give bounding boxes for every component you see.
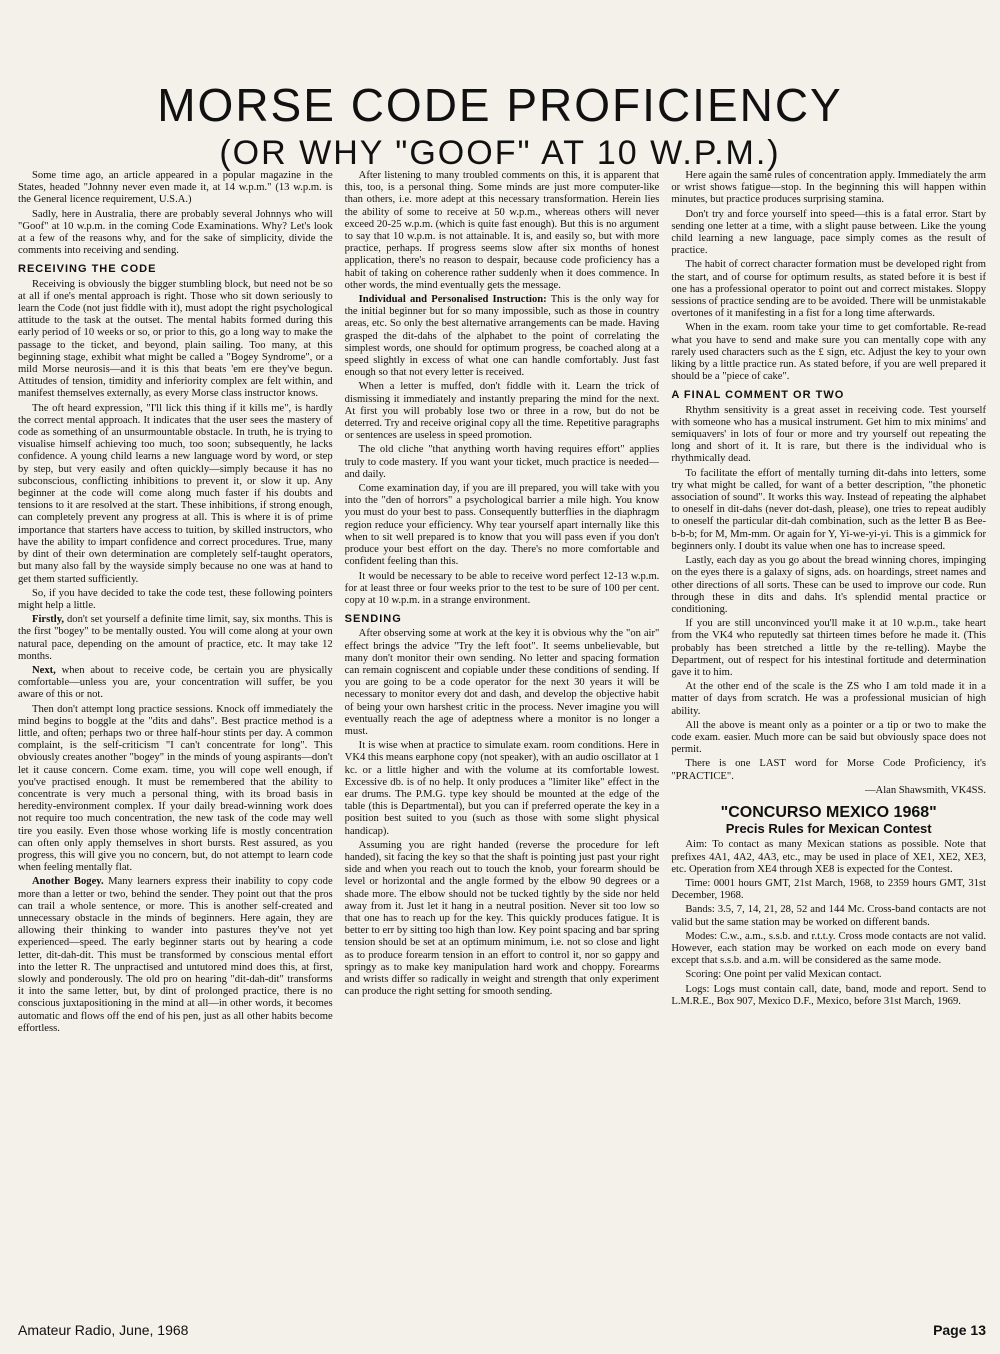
paragraph: Lastly, each day as you go about the bread winning chores, impinging on the eyes there is a galaxy of signs, ads. on hoardings, street names and other directions of all sorts. These can be used to improve our code. Run through these in dits and dahs. It's splendid mental practice or conditioning. bbox=[671, 555, 987, 615]
paragraph bbox=[18, 876, 333, 1035]
paragraph: Rhythm sensitivity is a great asset in receiving code. Test yourself with someone who has a musical instrument. Get him to mix minims' and semiquavers' in lots of four or more and try yourself out repeating the long and short of it. It is rare, but there is the individual who is rhythmically dead. bbox=[671, 404, 987, 465]
contest-subtitle: Precis Rules for Mexican Contest bbox=[725, 821, 932, 837]
paragraph: The old cliche "that anything worth having requires effort" applies truly to code mastery. If you want your ticket, much practice is needed—and daily. bbox=[344, 444, 660, 480]
paragraph: The habit of correct character formation must be developed right from the start, and of course for optimum results, as stated before it is best if one has a professional operator to point out and correct mistakes. Sloppy sessions of practice sending are to be avoided. There will be unmistakable overtones of it manifesting in a fist for a long time afterwards. bbox=[671, 259, 987, 320]
paragraph bbox=[18, 614, 333, 663]
paragraph: Logs: Logs must contain call, date, band, mode and report. Send to L.M.R.E., Box 907, Mexico D.F., Mexico, before 31st March, 1969. bbox=[671, 983, 987, 1007]
article-title bbox=[0, 79, 1000, 175]
publication-info: Amateur Radio, June, 1968 bbox=[18, 1322, 189, 1338]
paragraph: Some time ago, an article appeared in a popular magazine in the States, headed "Johnny never even made it, at 14 w.p.m." (13 w.p.m. is the General licence requirement, U.S.A.) bbox=[18, 170, 333, 206]
contest-title: "CONCURSO MEXICO 1968" bbox=[720, 803, 937, 821]
paragraph: Assuming you are right handed (reverse the procedure for left handed), sit facing the key so that the shaft is pointing just past your right side and when you reach out to touch the knob, your forearm should be level or horizontal and the angle formed by the elbow 90 degrees or a shade more. The elbow should not be tucked tightly by the side nor held away from it. Just let it hang in a neutral position. Never sit too low so that one has to reach up for the key. This quickly produces fatigue. It is better to err by sitting too high than low. Key point spacing and bar spring tension should be set at an optimum minimum, i.e. not so close and light as to produce forearm tension in an effort to control it, nor so gappy and springy as to make key manipulation hard work and choppy. Forearms and wrists differ so radically in weight and strength that only experiment can produce the right setting for smooth sending. bbox=[344, 839, 660, 998]
section-heading-receiving: RECEIVING THE CODE bbox=[18, 263, 157, 276]
paragraph bbox=[18, 665, 333, 702]
paragraph: The oft heard expression, "I'll lick this thing if it kills me", is hardly the correct mental approach. It indicates that the user sees the mastery of code as something of an unsurmountable obstacle. In truth, he is trying to visualise himself achieving too much, too soon; subsequently, he lacks confidence. A young child learns a new language word by word, or step by step, but very easily and often quickly—simply because it has no subconscious, conflicting inhibitions to prevent it, or slow it up. Any beginner at the code will come along much faster if his doubts and tensions to it are resolved at the start. These inhibitions, if strong enough, can completely prevent any progress at all. This is where it is of prime importance that starters have access to tuition, by skilled instructors, who have the ability to impart confidence and correct procedures. True, many by dint of their own determination are completely self-taught operators, but many also fall by the wayside simply because no one was at hand to get them started sufficiently. bbox=[18, 402, 333, 585]
paragraph: When in the exam. room take your time to get comfortable. Re-read what you have to send and make sure you can mentally cope with any rarely used characters such as the £ sign, etc. Adjust the key to your own liking by a little practice run. As stated before, if you are well prepared it should be a "piece of cake". bbox=[671, 322, 987, 383]
lead-in: Individual and Personalised Instruction: bbox=[358, 294, 547, 306]
paragraph: Aim: To contact as many Mexican stations as possible. Note that prefixes 4A1, 4A2, 4A3, etc., may be used in place of XE1, XE2, XE3, etc. Operation from XE4 through XE8 is expected for the Contest. bbox=[671, 839, 987, 875]
paragraph: Scoring: One point per valid Mexican contact. bbox=[685, 969, 882, 981]
section-heading-final: A FINAL COMMENT OR TWO bbox=[671, 389, 845, 402]
paragraph: After observing some at work at the key it is obvious why the "on air" effect brings the advice "Try the left foot". It seems unbelievable, but many don't monitor their own sending. No letter and spacing formation can remain cogniscent and copiable under these conditions of sending. If you are going to be a code operator for the next 30 years it will be necessary to monitor every dot and dash, and develop the objective habit of being your own harshest critic in the process. Never imagine you will eventually reach the age of adeptness where a monitor is no longer a must. bbox=[344, 628, 660, 737]
page-number: Page 13 bbox=[933, 1322, 986, 1338]
paragraph: Here again the same rules of concentration apply. Immediately the arm or wrist shows fatigue—stop. In the beginning this will happen within minutes, but practice produces surprising stamina. bbox=[671, 170, 987, 206]
author-signature: —Alan Shawsmith, VK4SS. bbox=[864, 784, 987, 796]
paragraph-text: Many learners express their inability to copy code more than a letter or two, behind the sender. They point out that the pros can trail a whole sentence, or more. This is another self-created and unnecessary obstacle in the minds of beginners. Here again, they are allowing their thinking to wander into pastures they've not yet experienced—speed. The early beginner starts out by hearing a code letter, dit-dah-dit. This must be transformed by conscious mental effort into the letter R. The unpractised and untutored mind does this, at first, slowly and ponderously. The old pro on hearing "dit-dah-dit" transforms it into the same letter, but, by dint of prolonged practice, there is no conscious juxtapositioning in the mind at all—in other words, it becomes automatic and flows off the end of his pen, just as all other habits become effortless. bbox=[18, 876, 333, 1034]
paragraph: After listening to many troubled comments on this, it is apparent that this, too, is a personal thing. Some minds are just more computer-like than others, i.e. more adept at this necessary transformation. Herein lies the ability of some to receive at 50 w.p.m., whereas others will never exceed 20-25 w.p.m. (which is quite fast enough). But this is no argument to say that 10 w.p.m. is not attainable. It is, and easily so, but with more practice, perhaps. If progress seems slow after six months of honest application, there's no reason to despair, because code proficiency has a habit of taking on coherence rather suddenly when it does commence. In other words, the mind eventually gets the message. bbox=[344, 170, 660, 291]
paragraph: There is one LAST word for Morse Code Proficiency, it's "PRACTICE". bbox=[671, 758, 987, 782]
paragraph: To facilitate the effort of mentally turning dit-dahs into letters, some try what might be called, for want of a better description, "the phonetic association of sound". It works this way. Instead of repeating the alphabet to oneself in dit-dahs (never dot-dash, please), one tries to repeat audibly to oneself the particular dit-dah combination, such as the letter B as Bee-b-b-b; for M, Mm-mm. Or again for Y, Yi-we-yi-yi. This is a gimmick for beginners only. I doubt its value when one has to increase speed. bbox=[671, 467, 987, 552]
paragraph: Bands: 3.5, 7, 14, 21, 28, 52 and 144 Mc. Cross-band contacts are not valid but the same station may be worked on different bands. bbox=[671, 904, 987, 928]
paragraph-text: This is the only way for the initial beginner but for so many impossible, such as those in country areas, etc. So only the best alternative arrangements can be made. Having grasped the dit-dahs of the alphabet to the point of correlating the simplest words, one should for optimum progress, be coached along at a speed slightly in excess of what one can handle comfortably. Just fast enough so that not every letter is received. bbox=[344, 294, 660, 379]
section-heading-sending: SENDING bbox=[344, 613, 402, 626]
column-2 bbox=[345, 170, 660, 1318]
paragraph bbox=[345, 294, 660, 379]
title-line-2: (OR WHY "GOOF" AT 10 W.P.M.) bbox=[219, 134, 781, 173]
paragraph: Modes: C.w., a.m., s.s.b. and r.t.t.y. Cross mode contacts are not valid. However, each station may be worked on each mode on every band except that s.s.b. and a.m. will be considered as the same mode. bbox=[671, 930, 987, 967]
title-line-1: MORSE CODE PROFICIENCY bbox=[157, 79, 843, 132]
lead-in: Another Bogey. bbox=[32, 876, 104, 888]
paragraph-text: when about to receive code, be certain you are physically comfortable—unless you are, your concentration will suffer, be you aware of this or not. bbox=[18, 664, 333, 701]
paragraph: If you are still unconvinced you'll make it at 10 w.p.m., take heart from the VK4 who reputedly sat thirteen times before he made it. (This probably has been stretched a little by the re-telling). Maybe the Department, out of respect for his intestinal fortitude and determination gave it to him. bbox=[671, 618, 987, 678]
paragraph: Come examination day, if you are ill prepared, you will take with you into the "den of horrors" a psychological barrier a mile high. You know you must do your best to pass. Consequently butterflies in the diaphragm region reduce your efficiency. Why tear yourself apart internally like this when to sit well prepared is to know that you will pass even if you don't produce your best effort on the day. There's no more comfortable and confident feeling than this. bbox=[344, 483, 660, 568]
column-3 bbox=[671, 170, 986, 1318]
paragraph: Sadly, here in Australia, there are probably several Johnnys who will "Goof" at 10 w.p.m. in the coming Code Examinations. Why? Let's look at a few of the reasons why, and for the sake of simplicity, divide the comments into receiving and sending. bbox=[18, 208, 333, 257]
page-footer bbox=[18, 1322, 986, 1342]
paragraph: It would be necessary to be able to receive word perfect 12-13 w.p.m. for at least three or four weeks prior to the test to be sure of 100 per cent. copy at 10 w.p.m. in a strange environment. bbox=[344, 570, 660, 606]
paragraph: At the other end of the scale is the ZS who I am told made it in a matter of days from scratch. He was a professional musician of high ability. bbox=[671, 681, 987, 717]
paragraph: Then don't attempt long practice sessions. Knock off immediately the mind begins to boggle at the "dits and dahs". Best practice method is a little, and often; perhaps two or three half-hour stints per day. A common complaint, is the self-criticism "I can't concentrate for long". This obviously creates another "bogey" in the minds of young aspirants—don't let it cause concern. Come exam. time, you will cope well enough, if you've practised enough. It must be remembered that the ability to concentrate is very much a personal thing, with its broad basis in heredity-environment complex. If your daily bread-winning work does not require too much concentration, the new task of the code may well tire you easily. Even those whose working life is mostly concentration can often only apply themselves in short bursts. Rest assured, as you progress, this will give you no concern, but, do not attempt to learn code when feeling mentally flat. bbox=[18, 703, 333, 874]
paragraph-text: don't set yourself a definite time limit, say, six months. This is the first "bogey" to be mentally ousted. You will come along at your own natural pace, depending on the amount of practice, etc. It may take 12 months. bbox=[18, 614, 333, 662]
paragraph: When a letter is muffed, don't fiddle with it. Learn the trick of dismissing it immediately and instantly preparing the mind for the next. At first you will probably lose two or three in a row, but do not be deterred. Try and receive original copy all the time. Repetitive paragraphs or sentences are useless in speed promotion. bbox=[344, 381, 660, 442]
paragraph: Receiving is obviously the bigger stumbling block, but need not be so at all if one's mental approach is right. Those who sit down seriously to learn the Code (not just fiddle with it), must adopt the right psychological attitude to the task at the outset. The mental habits formed during this early period of 10 weeks or so, or prior to this, go a long way to make the passage to the ticket, and beyond, plain sailing. Too many, at this beginning stage, exhibit what might be called a "Bogey Syndrome", or a mild Morse neurosis—and it is this that beats 'em ere they've begun. Attitudes of tension, timidity and inferiority complex are felt within, and manifest themselves externally, as every Morse class instructor knows. bbox=[18, 278, 333, 400]
paragraph: It is wise when at practice to simulate exam. room conditions. Here in VK4 this means earphone copy (not speaker), with an audio oscillator at 1 kc. or a little higher and with the volume at its comfortable lowest. Excessive db. is of no help. It only produces a "limiter like" effect in the ear drums. The P.M.G. type key should be mounted at the edge of the table (this is Departmental), but you can if preferred operate the key in a position best suited to you (such as those with some slight physical handicap). bbox=[344, 740, 660, 837]
article-columns bbox=[18, 170, 986, 1318]
paragraph: Don't try and force yourself into speed—this is a fatal error. Start by sending one letter at a time, with a slight pause between. Like the young child learning a new language, pace simply comes as the result of practice. bbox=[671, 208, 987, 257]
lead-in: Next, bbox=[32, 664, 56, 676]
column-1 bbox=[18, 170, 333, 1318]
paragraph: So, if you have decided to take the code test, these following pointers might help a little. bbox=[18, 587, 333, 611]
lead-in: Firstly, bbox=[32, 614, 65, 626]
paragraph: All the above is meant only as a pointer or a tip or two to make the code exam. easier. Much more can be said but obviously space does not permit. bbox=[671, 719, 987, 756]
paragraph: Time: 0001 hours GMT, 21st March, 1968, to 2359 hours GMT, 31st December, 1968. bbox=[671, 877, 987, 902]
